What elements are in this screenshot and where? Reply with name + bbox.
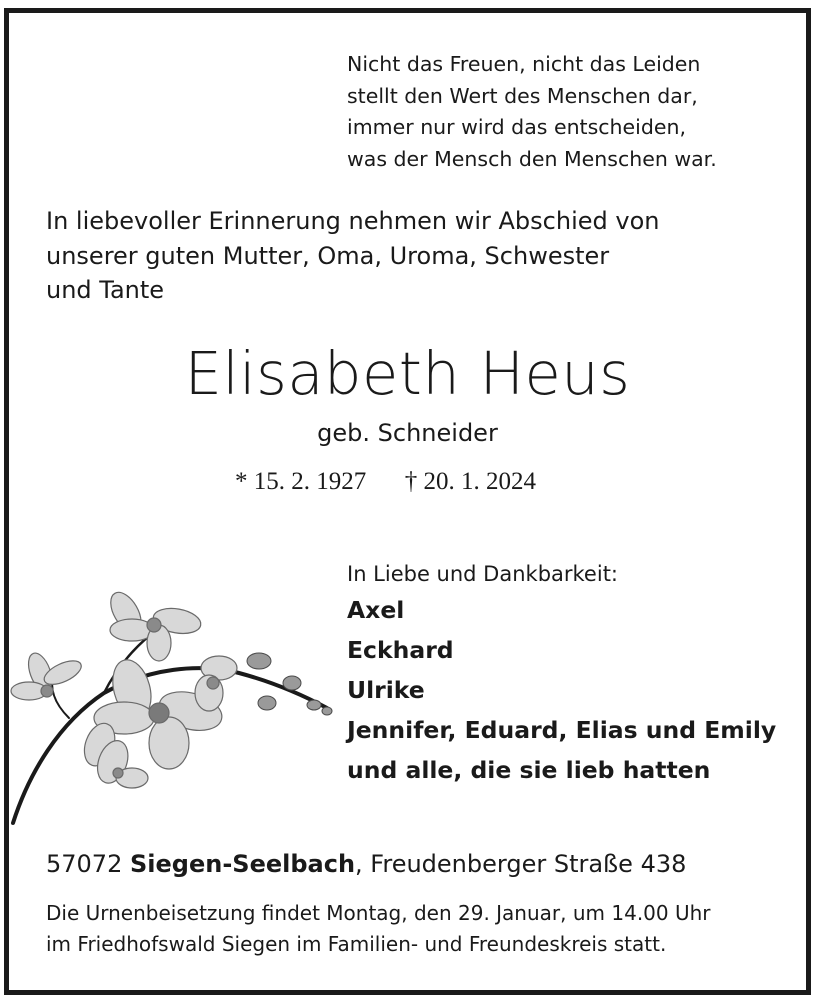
mourner-name: Axel [347, 596, 405, 624]
mourners-intro: In Liebe und Dankbarkeit: [347, 562, 619, 586]
mourner-name: Jennifer, Eduard, Elias und Emily [347, 716, 777, 744]
intro-line: In liebevoller Erinnerung nehmen wir Abschied von [46, 207, 660, 235]
mourner-name: und alle, die sie lieb hatten [347, 756, 711, 784]
funeral-note-line: im Friedhofswald Siegen im Familien- und Freundeskreis statt. [46, 932, 667, 956]
life-dates [235, 466, 536, 498]
intro-line: unserer guten Mutter, Oma, Uroma, Schwester [46, 241, 610, 270]
birth-date: * 15. 2. 1927 [235, 468, 367, 495]
obituary-notice [4, 8, 811, 995]
poem-line: immer nur wird das entscheiden, [347, 115, 686, 139]
orchid-bud [322, 707, 332, 715]
poem [347, 49, 717, 175]
funeral-note [46, 898, 711, 960]
city: Siegen-Seelbach [130, 850, 356, 878]
orchid-bud [283, 676, 301, 690]
orchid-bud [258, 696, 276, 710]
orchid-bud [307, 700, 321, 710]
death-date: † 20. 1. 2024 [404, 468, 536, 495]
funeral-note-line: Die Urnenbeisetzung findet Montag, den 29. Januar, um 14.00 Uhr [46, 901, 711, 925]
street: , Freudenberger Straße 438 [355, 850, 687, 878]
intro-line: und Tante [46, 276, 165, 304]
mourner-name: Ulrike [347, 676, 425, 704]
address [46, 848, 686, 880]
intro-text [46, 204, 659, 308]
birth-name: geb. Schneider [317, 419, 498, 447]
orchid-bud [247, 653, 271, 669]
orchid-flower [105, 587, 203, 661]
orchid-flower [195, 656, 237, 711]
poem-line: was der Mensch den Menschen war. [347, 146, 717, 171]
postal-code: 57072 [46, 850, 123, 878]
orchid-flower [11, 650, 85, 700]
orchid-image [9, 573, 339, 833]
deceased-name: Elisabeth Heus [184, 339, 631, 408]
mourner-name: Eckhard [347, 636, 454, 664]
poem-line: stellt den Wert des Menschen dar, [347, 83, 698, 108]
poem-line: Nicht das Freuen, nicht das Leiden [347, 52, 701, 76]
mourners-list [347, 590, 776, 790]
